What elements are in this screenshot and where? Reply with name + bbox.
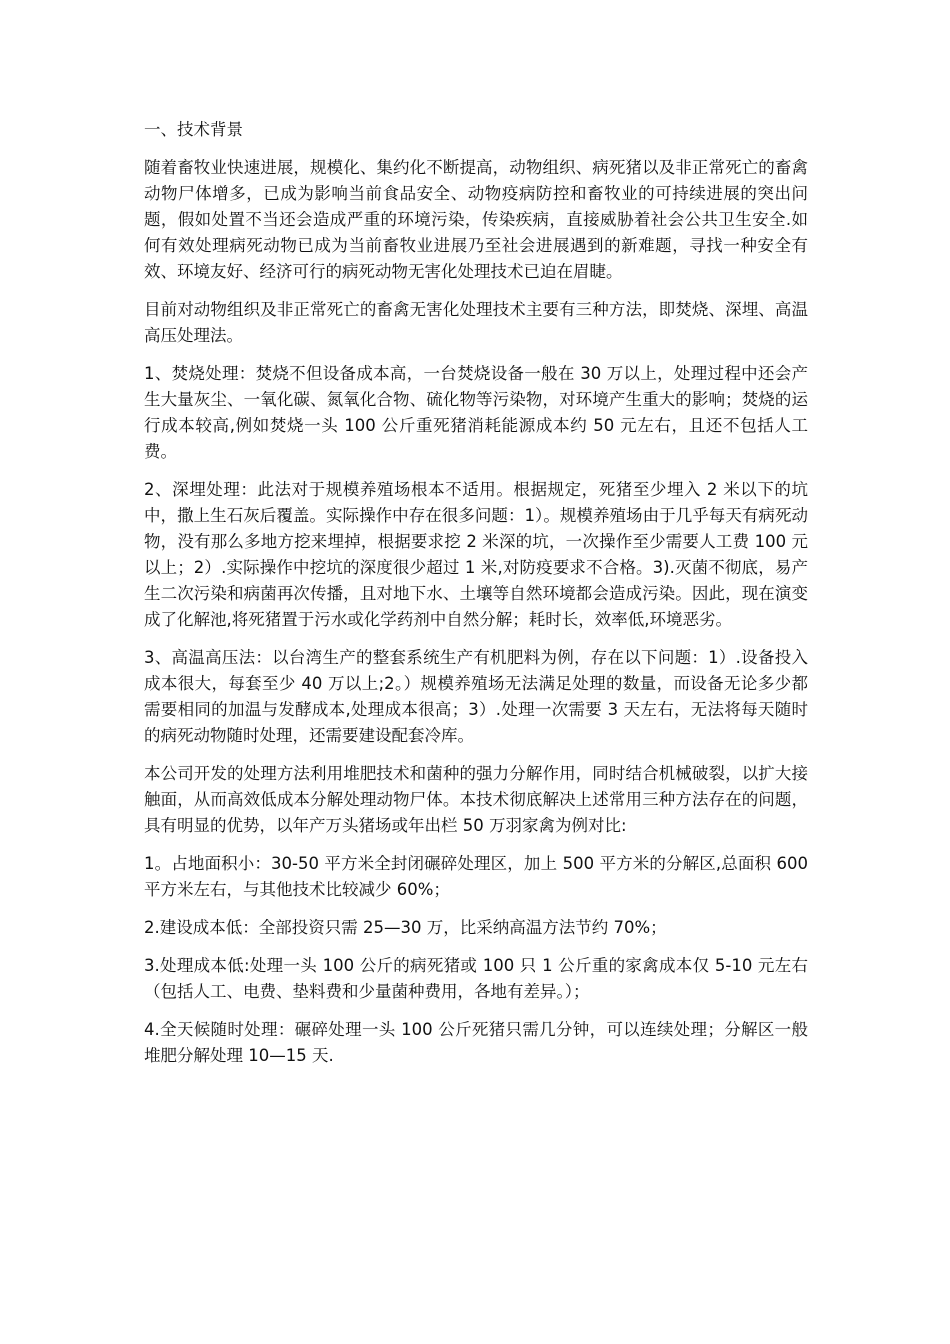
paragraph-high-temp-pressure: 3、高温高压法：以台湾生产的整套系统生产有机肥料为例，存在以下问题：1）.设备投入成本很大，每套至少 40 万以上;2。）规模养殖场无法满足处理的数量，而设备无论多少都需要相同的加温与发酵成本,处理成本很高；3）.处理一次需要 3 天左右，无法将每天随时的病死动物随时处理，还需要建设配套冷库。 — [144, 648, 808, 745]
document-page — [144, 117, 808, 1081]
paragraph-advantage-4: 4.全天候随时处理：碾碎处理一头 100 公斤死猪只需几分钟，可以连续处理；分解区一般堆肥分解处理 10—15 天. — [144, 1020, 808, 1065]
paragraph-background: 随着畜牧业快速进展，规模化、集约化不断提高，动物组织、病死猪以及非正常死亡的畜禽动物尸体增多，已成为影响当前食品安全、动物疫病防控和畜牧业的可持续进展的突出问题，假如处置不当还会造成严重的环境污染，传染疾病，直接威胁着社会公共卫生安全.如何有效处理病死动物已成为当前畜牧业进展乃至社会进展遇到的新难题，寻找一种安全有效、环境友好、经济可行的病死动物无害化处理技术已迫在眉睫。 — [144, 158, 808, 281]
paragraph-advantage-2: 2.建设成本低：全部投资只需 25—30 万，比采纳高温方法节约 70%； — [144, 918, 667, 937]
section-heading: 一、技术背景 — [144, 120, 243, 139]
paragraph-company-method: 本公司开发的处理方法利用堆肥技术和菌种的强力分解作用，同时结合机械破裂，以扩大接触面，从而高效低成本分解处理动物尸体。本技术彻底解决上述常用三种方法存在的问题，具有明显的优势，以年产万头猪场或年出栏 50 万羽家禽为例对比: — [144, 764, 808, 835]
paragraph-incineration: 1、焚烧处理：焚烧不但设备成本高，一台焚烧设备一般在 30 万以上，处理过程中还会产生大量灰尘、一氧化碳、氮氧化合物、硫化物等污染物，对环境产生重大的影响；焚烧的运行成本较高,例如焚烧一头 100 公斤重死猪消耗能源成本约 50 元左右，且还不包括人工费。 — [144, 364, 808, 461]
paragraph-advantage-3: 3.处理成本低:处理一头 100 公斤的病死猪或 100 只 1 公斤重的家禽成本仅 5-10 元左右（包括人工、电费、垫料费和少量菌种费用，各地有差异。）； — [144, 956, 808, 1001]
paragraph-methods-intro: 目前对动物组织及非正常死亡的畜禽无害化处理技术主要有三种方法，即焚烧、深埋、高温高压处理法。 — [144, 300, 808, 345]
paragraph-deep-burial: 2、深埋处理：此法对于规模养殖场根本不适用。根据规定，死猪至少埋入 2 米以下的坑中，撒上生石灰后覆盖。实际操作中存在很多问题：1）。规模养殖场由于几乎每天有病死动物，没有那么多地方挖来埋掉，根据要求挖 2 米深的坑，一次操作至少需要人工费 100 元以上；2）.实际操作中挖坑的深度很少超过 1 米,对防疫要求不合格。3).灭菌不彻底，易产生二次污染和病菌再次传播，且对地下水、土壤等自然环境都会造成污染。因此，现在演变成了化解池,将死猪置于污水或化学药剂中自然分解；耗时长，效率低,环境恶劣。 — [144, 480, 808, 629]
paragraph-advantage-1: 1。占地面积小：30-50 平方米全封闭碾碎处理区，加上 500 平方米的分解区,总面积 600 平方米左右，与其他技术比较减少 60%； — [144, 854, 808, 899]
